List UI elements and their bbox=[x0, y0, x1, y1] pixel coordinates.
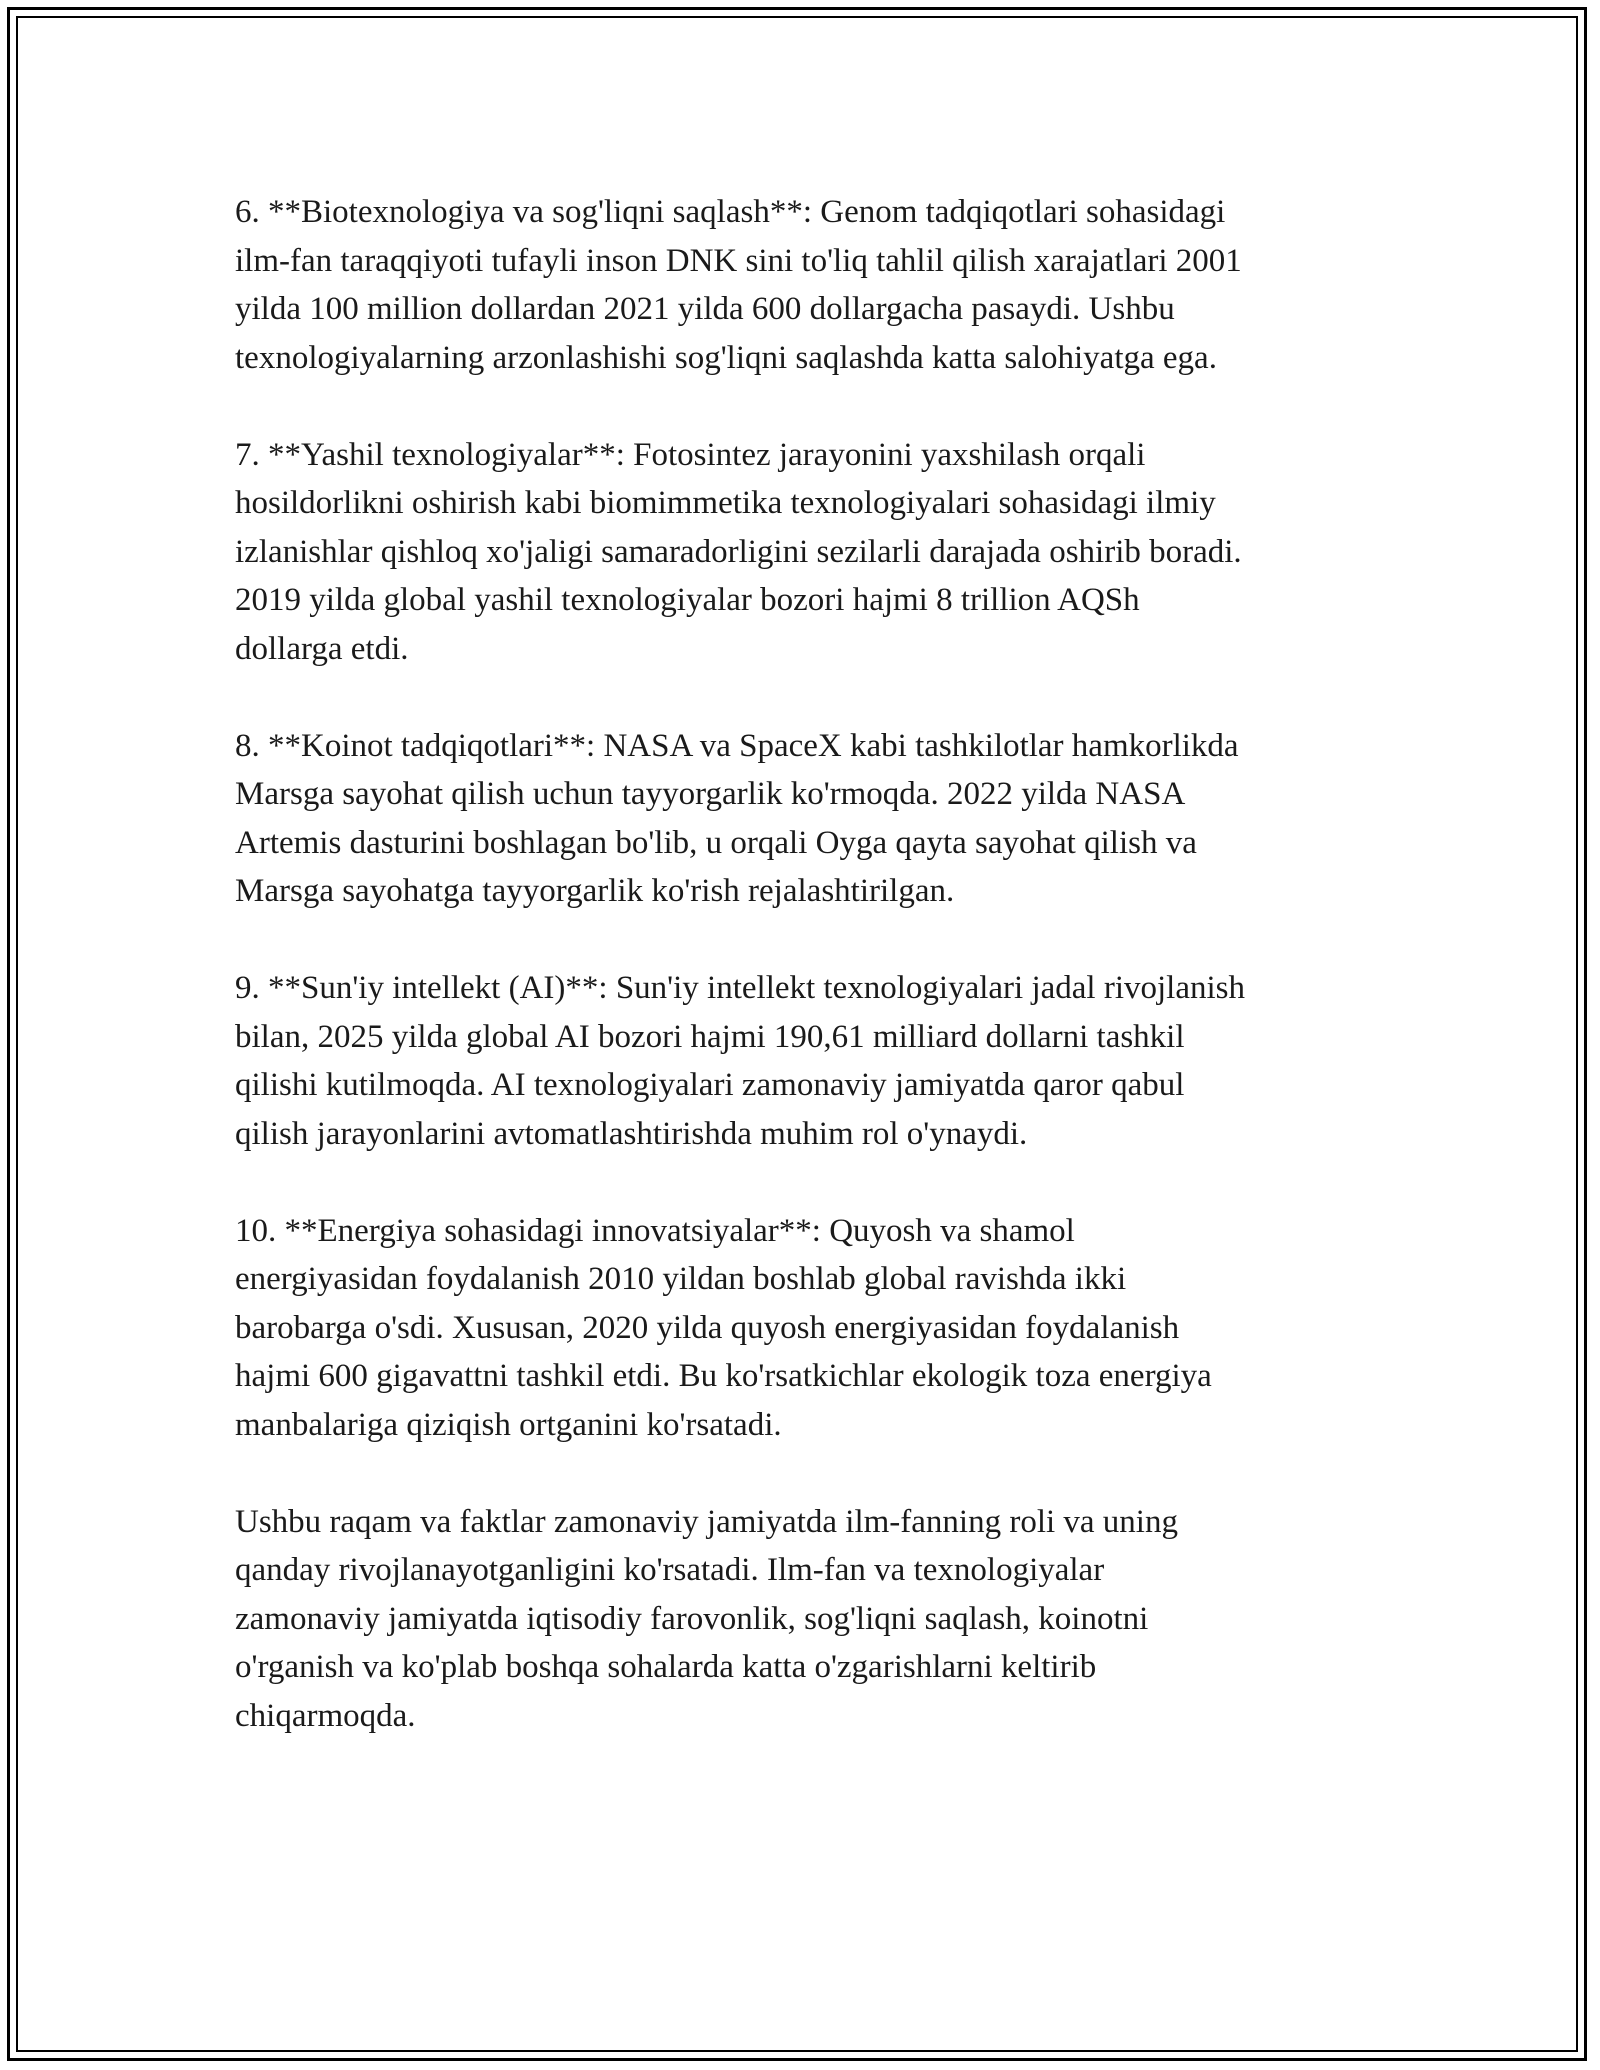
paragraph-green-technology: 7. **Yashil texnologiyalar**: Fotosintez jarayonini yaxshilash orqali hosildorlikni oshirish kabi biomimmetika texnologiyalari sohasidagi ilmiy izlanishlar qishloq xo'jaligi samaradorligini sezilarli darajada oshirib boradi. 2019 yilda global yashil texnologiyalar bozori hajmi 8 trillion AQSh dollarga etdi. bbox=[235, 436, 1242, 667]
paragraph-artificial-intelligence: 9. **Sun'iy intellekt (AI)**: Sun'iy intellekt texnologiyalari jadal rivojlanish bilan, 2025 yilda global AI bozori hajmi 190,61 milliard dollarni tashkil qilishi kutilmoqda. AI texnologiyalari zamonaviy jamiyatda qaror qabul qilish jarayonlarini avtomatlashtirishda muhim rol o'ynaydi. bbox=[235, 970, 1245, 1152]
paragraph-energy-innovation: 10. **Energiya sohasidagi innovatsiyalar**: Quyosh va shamol energiyasidan foydalanish 2010 yildan boshlab global ravishda ikki barobarga o'sdi. Xususan, 2020 yilda quyosh energiyasidan foydalanish hajmi 600 gigavattni tashkil etdi. Bu ko'rsatkichlar ekologik toza energiya manbalariga qiziqish ortganini ko'rsatadi. bbox=[235, 1212, 1212, 1443]
paragraph-conclusion: Ushbu raqam va faktlar zamonaviy jamiyatda ilm-fanning roli va uning qanday rivojlanayotganligini ko'rsatadi. Ilm-fan va texnologiyalar zamonaviy jamiyatda iqtisodiy farovonlik, sog'liqni saqlash, koinotni o'rganish va ko'plab boshqa sohalarda katta o'zgarishlarni keltirib chiqarmoqda. bbox=[235, 1503, 1178, 1734]
paragraph-space-research: 8. **Koinot tadqiqotlari**: NASA va SpaceX kabi tashkilotlar hamkorlikda Marsga sayohat qilish uchun tayyorgarlik ko'rmoqda. 2022 yilda NASA Artemis dasturini boshlagan bo'lib, u orqali Oyga qayta sayohat qilish va Marsga sayohatga tayyorgarlik ko'rish rejalashtirilgan. bbox=[235, 727, 1239, 909]
document-body bbox=[235, 188, 1365, 1789]
paragraph-biotechnology: 6. **Biotexnologiya va sog'liqni saqlash**: Genom tadqiqotlari sohasidagi ilm-fan taraqqiyoti tufayli inson DNK sini to'liq tahlil qilish xarajatlari 2001 yilda 100 million dollardan 2021 yilda 600 dollargacha pasaydi. Ushbu texnologiyalarning arzonlashishi sog'liqni saqlashda katta salohiyatga ega. bbox=[235, 194, 1242, 376]
